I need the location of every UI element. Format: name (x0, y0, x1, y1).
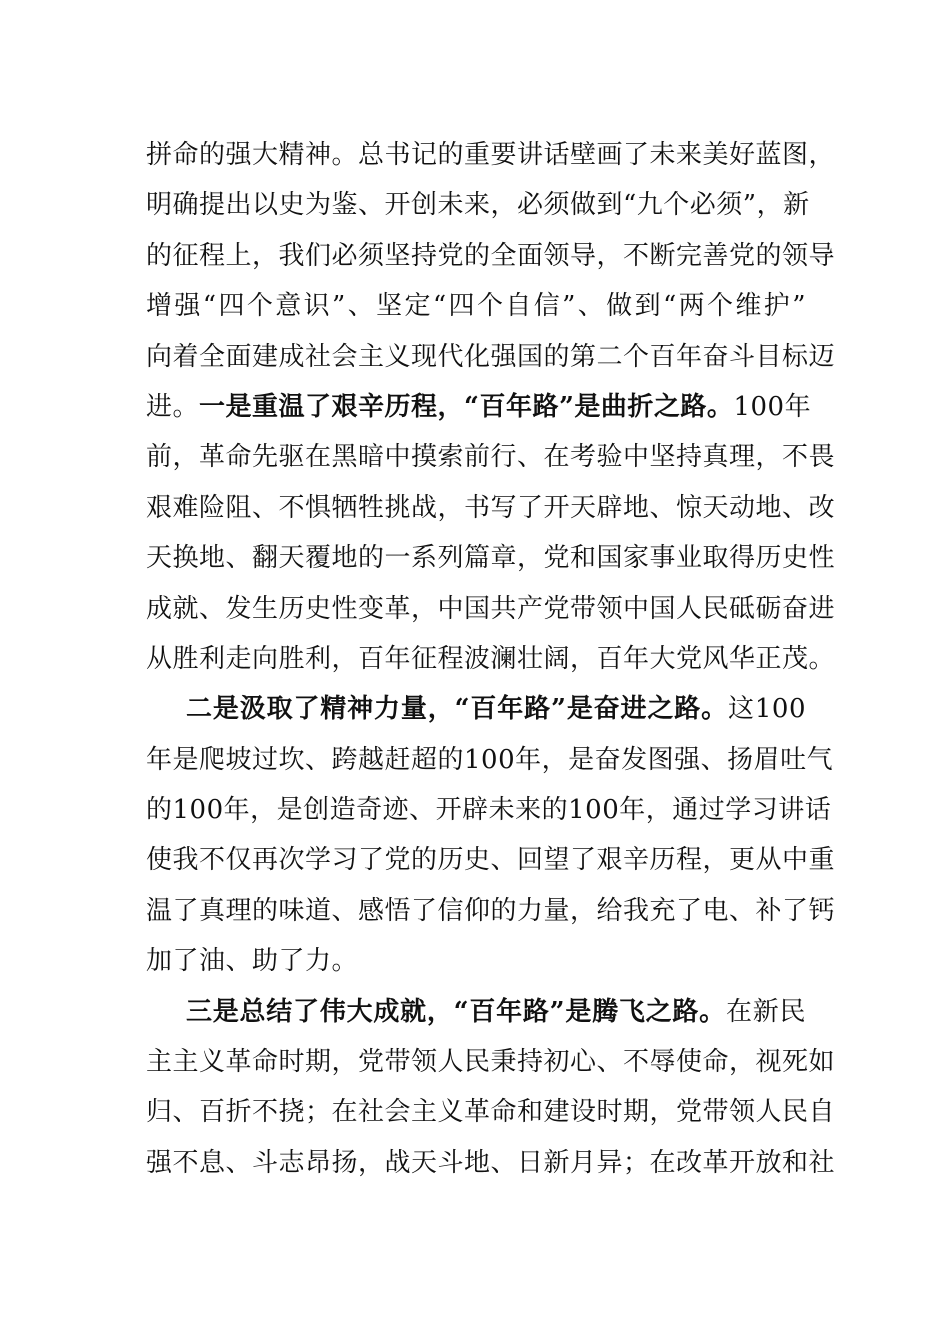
text-line: 的征程上，我们必须坚持党的全面领导，不断完善党的领导 (146, 240, 836, 271)
text-line: 天换地、翻天覆地的一系列篇章，党和国家事业取得历史性 (146, 543, 836, 574)
text-line: 成就、发生历史性变革，中国共产党带领中国人民砥砺奋进 (146, 593, 836, 624)
paragraph-2 (146, 684, 836, 986)
bold-heading-text: 一是重温了艰辛历程，“百年路”是曲折之路。 (199, 391, 734, 422)
text-line: 三是总结了伟大成就，“百年路”是腾飞之路。在新民 (186, 996, 806, 1027)
text-line: 向着全面建成社会主义现代化强国的第二个百年奋斗目标迈 (146, 341, 836, 372)
text-line: 明确提出以史为鉴、开创未来，必须做到“九个必须”，新 (146, 190, 810, 221)
text-line: 艰难险阻、不惧牺牲挑战，书写了开天辟地、惊天动地、改 (146, 492, 836, 523)
text-line: 二是汲取了精神力量，“百年路”是奋进之路。这100 (186, 694, 806, 725)
bold-heading-text: 二是汲取了精神力量，“百年路”是奋进之路。 (186, 694, 728, 725)
document-page (146, 130, 836, 1188)
text-line: 主主义革命时期，党带领人民秉持初心、不辱使命，视死如 (146, 1047, 836, 1078)
text-line: 从胜利走向胜利，百年征程波澜壮阔，百年大党风华正茂。 (146, 643, 836, 674)
text-line: 归、百折不挠；在社会主义革命和建设时期，党带领人民自 (146, 1097, 836, 1128)
text-line: 增强“四个意识”、坚定“四个自信”、做到“两个维护” (146, 291, 806, 322)
text-line: 使我不仅再次学习了党的历史、回望了艰辛历程，更从中重 (146, 845, 836, 876)
text-line: 进。一是重温了艰辛历程，“百年路”是曲折之路。100年 (146, 391, 812, 422)
paragraph-3 (146, 987, 836, 1189)
bold-heading-text: 三是总结了伟大成就，“百年路”是腾飞之路。 (186, 996, 726, 1027)
paragraph-1 (146, 130, 836, 684)
text-line: 前，革命先驱在黑暗中摸索前行、在考验中坚持真理，不畏 (146, 442, 836, 473)
text-line: 年是爬坡过坎、跨越赶超的100年，是奋发图强、扬眉吐气 (146, 744, 834, 775)
text-line: 拼命的强大精神。总书记的重要讲话壁画了未来美好蓝图， (146, 140, 836, 170)
text-line: 加了油、助了力。 (146, 946, 359, 977)
text-line: 温了真理的味道、感悟了信仰的力量，给我充了电、补了钙 (146, 895, 836, 926)
text-line: 的100年，是创造奇迹、开辟未来的100年，通过学习讲话 (146, 795, 832, 826)
text-line: 强不息、斗志昂扬，战天斗地、日新月异；在改革开放和社 (146, 1147, 836, 1178)
